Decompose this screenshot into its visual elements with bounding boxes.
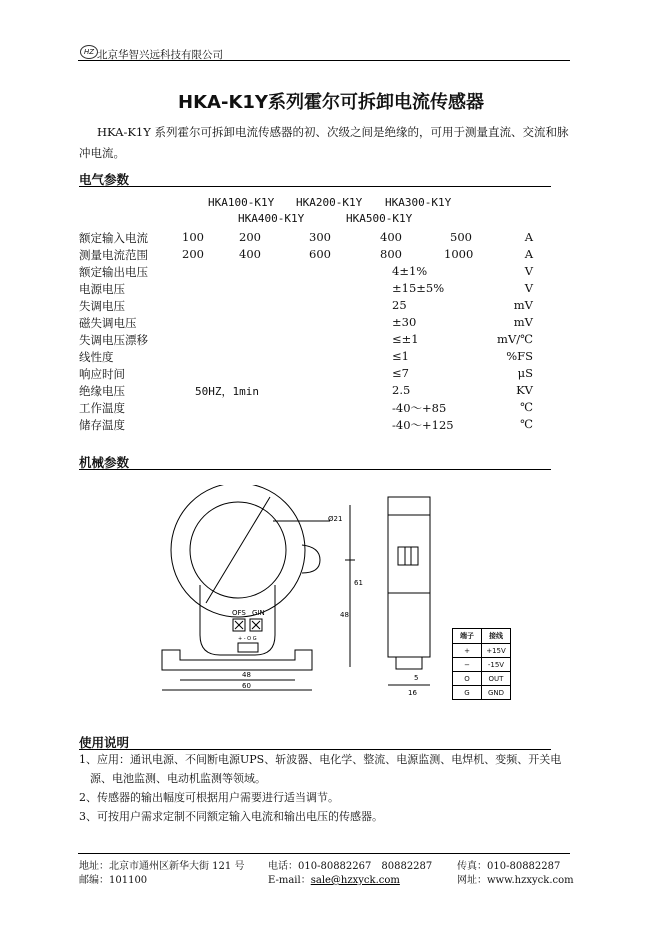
dim-height-total: 61 xyxy=(354,579,363,587)
dim-width-inner: 48 xyxy=(242,671,251,679)
model-label: HKA500-K1Y xyxy=(346,212,413,225)
usage-item: 2、传感器的输出幅度可根据用户需要进行适当调节。 xyxy=(79,791,339,804)
param-value: 600 xyxy=(309,247,331,261)
param-unit: mV xyxy=(513,298,533,312)
pin-wiring: +15V xyxy=(482,644,511,658)
model-label: HKA100-K1Y xyxy=(208,196,275,209)
param-value: 400 xyxy=(239,247,261,261)
header-divider xyxy=(78,60,570,61)
connector xyxy=(238,643,258,652)
usage-heading: 使用说明 xyxy=(79,735,130,750)
diameter-label: Ø21 xyxy=(328,515,343,523)
dim-width-total: 60 xyxy=(242,682,251,690)
pin-wiring: OUT xyxy=(482,672,511,686)
param-name: 测量电流范围 xyxy=(79,248,148,262)
param-value: ≤1 xyxy=(392,349,409,363)
param-name: 储存温度 xyxy=(79,418,125,432)
param-value: 1000 xyxy=(444,247,474,261)
gin-label: GIN xyxy=(252,609,265,617)
usage-item: 3、可按用户需求定制不同额定输入电流和输出电压的传感器。 xyxy=(79,810,383,823)
param-row xyxy=(79,298,559,315)
param-row xyxy=(79,230,559,247)
param-value: ±15±5% xyxy=(392,281,445,295)
param-value: 300 xyxy=(309,230,331,244)
split-line xyxy=(206,497,270,603)
param-unit: ℃ xyxy=(520,417,533,431)
param-unit: V xyxy=(524,264,533,278)
param-value: 200 xyxy=(182,247,204,261)
footer-postcode: 邮编：101100 xyxy=(79,875,148,886)
dim-side-small: 5 xyxy=(414,674,419,682)
pin-terminal: + xyxy=(453,644,482,658)
dim-height-center: 48 xyxy=(340,611,349,619)
param-value: ≤±1 xyxy=(392,332,419,346)
electrical-heading: 电气参数 xyxy=(79,172,130,187)
pin-labels: + - O G xyxy=(238,636,257,642)
param-unit: V xyxy=(524,281,533,295)
side-view-body xyxy=(388,497,430,657)
param-value: 2.5 xyxy=(392,383,411,397)
footer-address: 地址：北京市通州区新华大街 121 号 xyxy=(79,861,245,872)
param-row xyxy=(79,315,559,332)
param-row xyxy=(79,264,559,281)
model-label: HKA300-K1Y xyxy=(385,196,452,209)
param-row xyxy=(79,349,559,366)
footer-email xyxy=(268,871,400,886)
param-row xyxy=(79,366,559,383)
footer-fax: 传真：010-80882287 xyxy=(457,861,561,872)
side-view-window xyxy=(398,547,418,565)
models-line1 xyxy=(208,196,452,209)
param-value: -40～+125 xyxy=(392,418,454,432)
company-name: 北京华智兴远科技有限公司 xyxy=(97,49,223,61)
dim-side-width: 16 xyxy=(408,689,417,697)
param-row xyxy=(79,417,559,434)
page-title: HKA-K1Y系列霍尔可拆卸电流传感器 xyxy=(178,92,484,113)
pin-table-header: 接线 xyxy=(482,629,511,644)
param-value: -40～+85 xyxy=(392,401,447,415)
param-unit: A xyxy=(524,230,533,244)
param-value: ≤7 xyxy=(392,366,409,380)
electrical-divider xyxy=(79,186,551,187)
pin-terminal: − xyxy=(453,658,482,672)
param-name: 线性度 xyxy=(79,350,114,364)
param-name: 电源电压 xyxy=(79,282,125,296)
param-name: 绝缘电压 xyxy=(79,384,125,398)
param-value: 25 xyxy=(392,298,407,312)
param-condition: 50HZ，1min xyxy=(195,385,259,398)
param-name: 失调电压 xyxy=(79,299,125,313)
param-name: 额定输出电压 xyxy=(79,265,148,279)
base-plate xyxy=(162,650,312,670)
param-value: ±30 xyxy=(392,315,417,329)
pin-table xyxy=(452,628,511,700)
intro-paragraph: HKA-K1Y 系列霍尔可拆卸电流传感器的初、次级之间是绝缘的，可用于测量直流、交流和脉冲电流。 xyxy=(79,125,569,160)
param-value: 500 xyxy=(450,230,472,244)
param-row xyxy=(79,247,559,264)
param-unit: μS xyxy=(517,366,533,380)
param-unit: KV xyxy=(516,383,533,397)
param-name: 失调电压漂移 xyxy=(79,333,148,347)
param-value: 200 xyxy=(239,230,261,244)
param-value: 4±1% xyxy=(392,264,428,278)
company-logo: HZ xyxy=(80,45,98,59)
param-row xyxy=(79,332,559,349)
email-label: E-mail： xyxy=(268,875,311,886)
model-label: HKA200-K1Y xyxy=(296,196,363,209)
param-value: 100 xyxy=(182,230,204,244)
mechanical-divider xyxy=(79,469,551,470)
footer-divider xyxy=(78,853,570,854)
param-name: 响应时间 xyxy=(79,367,125,381)
usage-item: 1、应用：通讯电源、不间断电源UPS、斩波器、电化学、整流、电源监测、电焊机、变频、开关电源、电池监测、电动机监测等领域。 xyxy=(79,753,562,785)
param-value: 800 xyxy=(380,247,402,261)
param-row xyxy=(79,400,559,417)
pin-terminal: O xyxy=(453,672,482,686)
ofs-label: OFS xyxy=(232,609,246,617)
footer-phone: 电话：010-80882267 80882287 xyxy=(268,861,433,872)
param-name: 工作温度 xyxy=(79,401,125,415)
param-value: 400 xyxy=(380,230,402,244)
footer-website: 网址：www.hzxyck.com xyxy=(457,875,574,886)
param-row xyxy=(79,383,559,400)
pin-terminal: G xyxy=(453,686,482,700)
pin-wiring: GND xyxy=(482,686,511,700)
usage-list xyxy=(79,750,571,826)
models-line2 xyxy=(238,212,413,225)
param-unit: %FS xyxy=(506,349,533,363)
model-label: HKA400-K1Y xyxy=(238,212,305,225)
param-row xyxy=(79,281,559,298)
param-unit: ℃ xyxy=(520,400,533,414)
pin-table-header: 端子 xyxy=(453,629,482,644)
mechanical-heading: 机械参数 xyxy=(79,455,130,470)
pin-wiring: -15V xyxy=(482,658,511,672)
param-unit: mV xyxy=(513,315,533,329)
outer-ring xyxy=(171,485,305,617)
email-link[interactable]: sale@hzxyck.com xyxy=(310,875,400,886)
side-view-base xyxy=(396,657,422,669)
param-name: 额定输入电流 xyxy=(79,231,148,245)
param-name: 磁失调电压 xyxy=(79,316,137,330)
param-unit: A xyxy=(524,247,533,261)
param-unit: mV/℃ xyxy=(497,332,533,346)
